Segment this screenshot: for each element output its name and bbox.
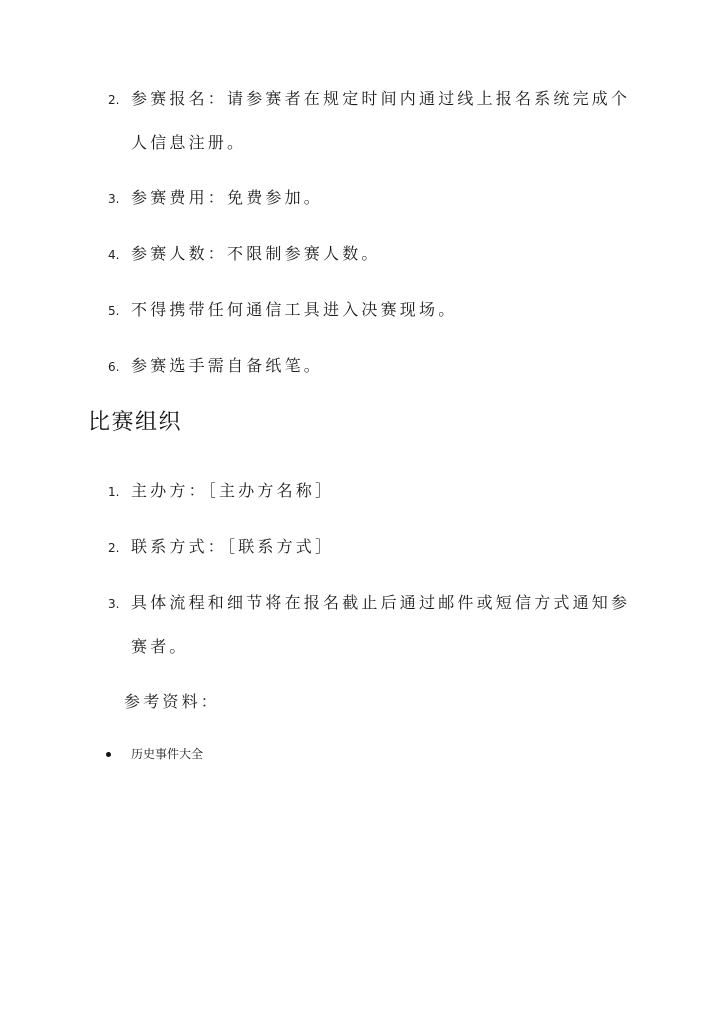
list-number: 1. [108, 485, 120, 499]
list-item-text-continued: 赛者。 [131, 637, 189, 656]
list-item-text: 主办方：［主办方名称］ [131, 481, 335, 500]
bullet-icon [106, 752, 111, 757]
list-item-text: 不得携带任何通信工具进入决赛现场。 [131, 300, 458, 319]
list-item-text: 参赛报名：请参赛者在规定时间内通过线上报名系统完成个 [131, 89, 631, 108]
references-title: 参考资料： [124, 692, 221, 711]
list-number: 2. [108, 93, 120, 107]
list-item-text: 参赛费用：免费参加。 [131, 188, 324, 207]
list-item-text: 联系方式：［联系方式］ [131, 537, 335, 556]
list-number: 4. [108, 248, 120, 262]
section-heading: 比赛组织 [88, 410, 183, 435]
reference-link[interactable]: 历史事件大全 [131, 747, 204, 761]
list-item-text: 参赛选手需自备纸笔。 [131, 356, 324, 375]
list-number: 2. [108, 541, 120, 555]
list-number: 6. [108, 360, 120, 374]
list-number: 3. [108, 192, 120, 206]
list-number: 3. [108, 597, 120, 611]
list-number: 5. [108, 304, 120, 318]
list-item-text: 具体流程和细节将在报名截止后通过邮件或短信方式通知参 [131, 593, 631, 612]
list-item-text: 参赛人数：不限制参赛人数。 [131, 244, 381, 263]
list-item-text-continued: 人信息注册。 [131, 133, 247, 152]
